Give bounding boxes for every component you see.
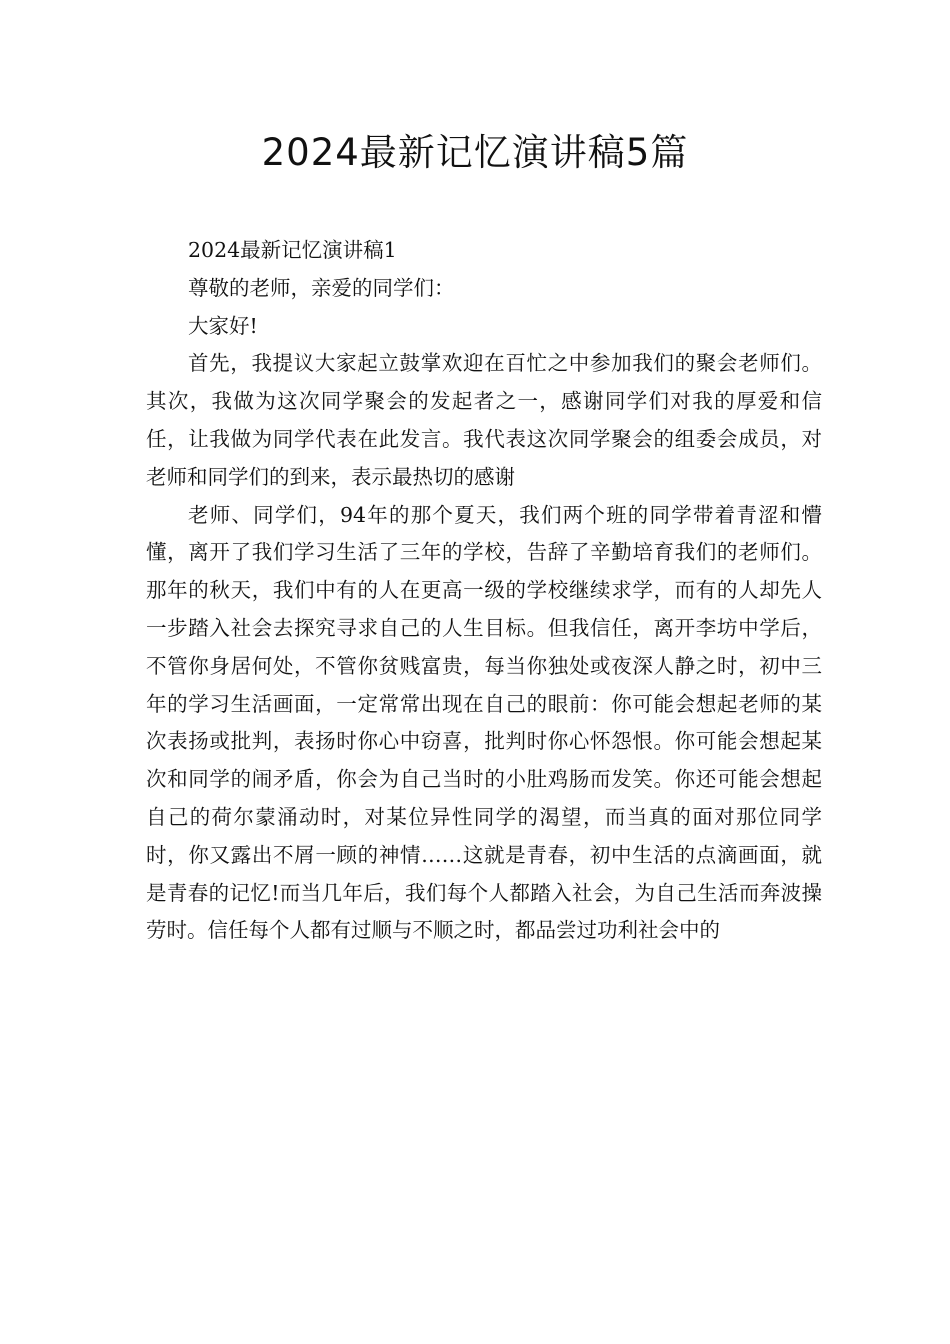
document-body xyxy=(146,232,822,950)
salutation: 尊敬的老师，亲爱的同学们： xyxy=(188,275,455,300)
section-heading: 2024最新记忆演讲稿1 xyxy=(188,238,397,262)
document-title: 2024最新记忆演讲稿5篇 xyxy=(261,131,689,174)
body-paragraph: 老师、同学们，94年的那个夏天，我们两个班的同学带着青涩和懵懂，离开了我们学习生活了三年的学校，告辞了辛勤培育我们的老师们。那年的秋天，我们中有的人在更高一级的学校继续求学，而有的人却先人一步踏入社会去探究寻求自己的人生目标。但我信任，离开李坊中学后，不管你身居何处，不管你贫贱富贵，每当你独处或夜深人静之时，初中三年的学习生活画面，一定常常出现在自己的眼前：你可能会想起老师的某次表扬或批判，表扬时你心中窃喜，批判时你心怀怨恨。你可能会想起某次和同学的闹矛盾，你会为自己当时的小肚鸡肠而发笑。你还可能会想起自己的荷尔蒙涌动时，对某位异性同学的渴望，而当真的面对那位同学时，你又露出不屑一顾的神情……这就是青春，初中生活的点滴画面，就是青春的记忆!而当几年后，我们每个人都踏入社会，为自己生活而奔波操劳时。信任每个人都有过顺与不顺之时，都品尝过功利社会中的 xyxy=(146,502,822,943)
body-paragraph: 首先，我提议大家起立鼓掌欢迎在百忙之中参加我们的聚会老师们。其次，我做为这次同学聚会的发起者之一，感谢同学们对我的厚爱和信任，让我做为同学代表在此发言。我代表这次同学聚会的组委会成员，对老师和同学们的到来，表示最热切的感谢 xyxy=(146,351,822,489)
greeting: 大家好! xyxy=(188,313,258,338)
